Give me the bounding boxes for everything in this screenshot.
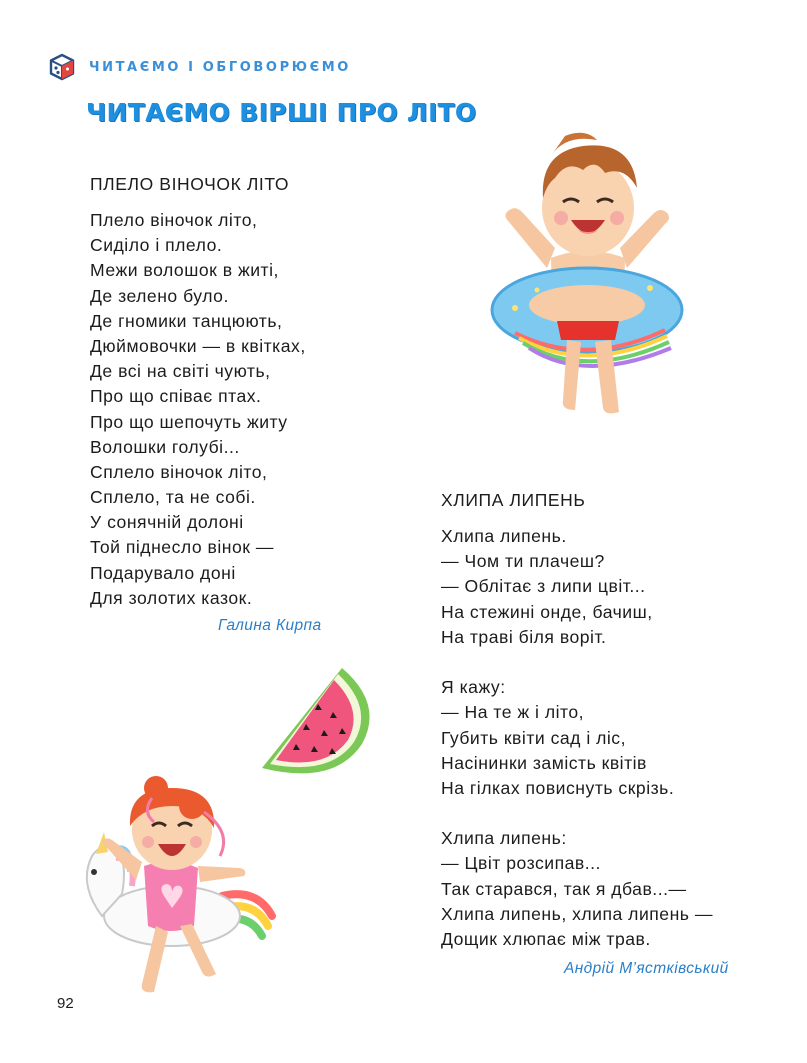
- poem-line: Губить квіти сад і ліс,: [441, 727, 626, 748]
- poem-line: Хлипа липень, хлипа липень —: [441, 903, 713, 924]
- poem-line: — Чом ти плачеш?: [441, 551, 605, 572]
- poem-line: Де всі на світі чують,: [90, 361, 271, 382]
- poem-line: Сплело, та не собі.: [90, 487, 256, 508]
- poem-line: Насінинки замість квітів: [441, 752, 647, 773]
- poem-line: Де зелено було.: [90, 285, 229, 306]
- poem-text: [90, 208, 306, 611]
- poem-line: На траві біля воріт.: [441, 626, 607, 647]
- page-title: ЧИТАЄМО ВІРШІ ПРО ЛІТО: [86, 98, 477, 127]
- poem-line: — Облітає з липи цвіт...: [441, 576, 646, 597]
- poem-line: На гілках повиснуть скрізь.: [441, 777, 675, 798]
- speech-bubble-book-icon: [49, 54, 75, 80]
- section-label: ЧИТАЄМО І ОБГОВОРЮЄМО: [89, 59, 351, 75]
- poem-line: Де гномики танцюють,: [90, 310, 283, 331]
- boy-with-swim-ring-illustration: [485, 118, 690, 418]
- poem-line: Плело віночок літо,: [90, 210, 258, 230]
- poem-line: Той піднесло вінок —: [90, 537, 274, 558]
- poem-author: Галина Кирпа: [218, 617, 322, 634]
- poem-line: Для золотих казок.: [90, 587, 253, 608]
- poem-line: Волошки голубі...: [90, 436, 240, 457]
- poem-text: [441, 524, 713, 952]
- poem-line: Дюймовочки — в квітках,: [90, 335, 306, 356]
- watermelon-slice-illustration: [258, 664, 373, 784]
- poem-line: Межи волошок в житі,: [90, 260, 279, 281]
- girl-with-unicorn-float-illustration: [72, 776, 282, 1001]
- page-number: 92: [57, 995, 74, 1012]
- poem-line: Про що шепочуть житу: [90, 411, 288, 432]
- poem-line: На стежині онде, бачиш,: [441, 601, 653, 622]
- stanza-break: [441, 801, 713, 826]
- poem-line: Про що співає птах.: [90, 386, 262, 407]
- poem-line: У сонячній долоні: [90, 512, 244, 533]
- poem-line: — Цвіт розсипав...: [441, 853, 601, 874]
- poem-line: Я кажу:: [441, 677, 506, 698]
- section-header: [49, 54, 351, 80]
- poem-line: Дощик хлюпає між трав.: [441, 929, 651, 949]
- stanza-break: [441, 650, 713, 675]
- poem-title: ХЛИПА ЛИПЕНЬ: [441, 490, 586, 510]
- poem-author: Андрій М’ястківський: [564, 960, 729, 977]
- poem-line: Подарувало доні: [90, 562, 236, 583]
- poem-title: ПЛЕЛО ВІНОЧОК ЛІТО: [90, 174, 290, 194]
- poem-line: Сиділо і плело.: [90, 235, 223, 256]
- poem-line: Так старався, так я дбав...—: [441, 878, 687, 899]
- poem-line: Хлипа липень.: [441, 526, 567, 546]
- poem-line: — На те ж і літо,: [441, 702, 585, 723]
- poem-line: Хлипа липень:: [441, 828, 567, 849]
- poem-line: Сплело віночок літо,: [90, 461, 268, 482]
